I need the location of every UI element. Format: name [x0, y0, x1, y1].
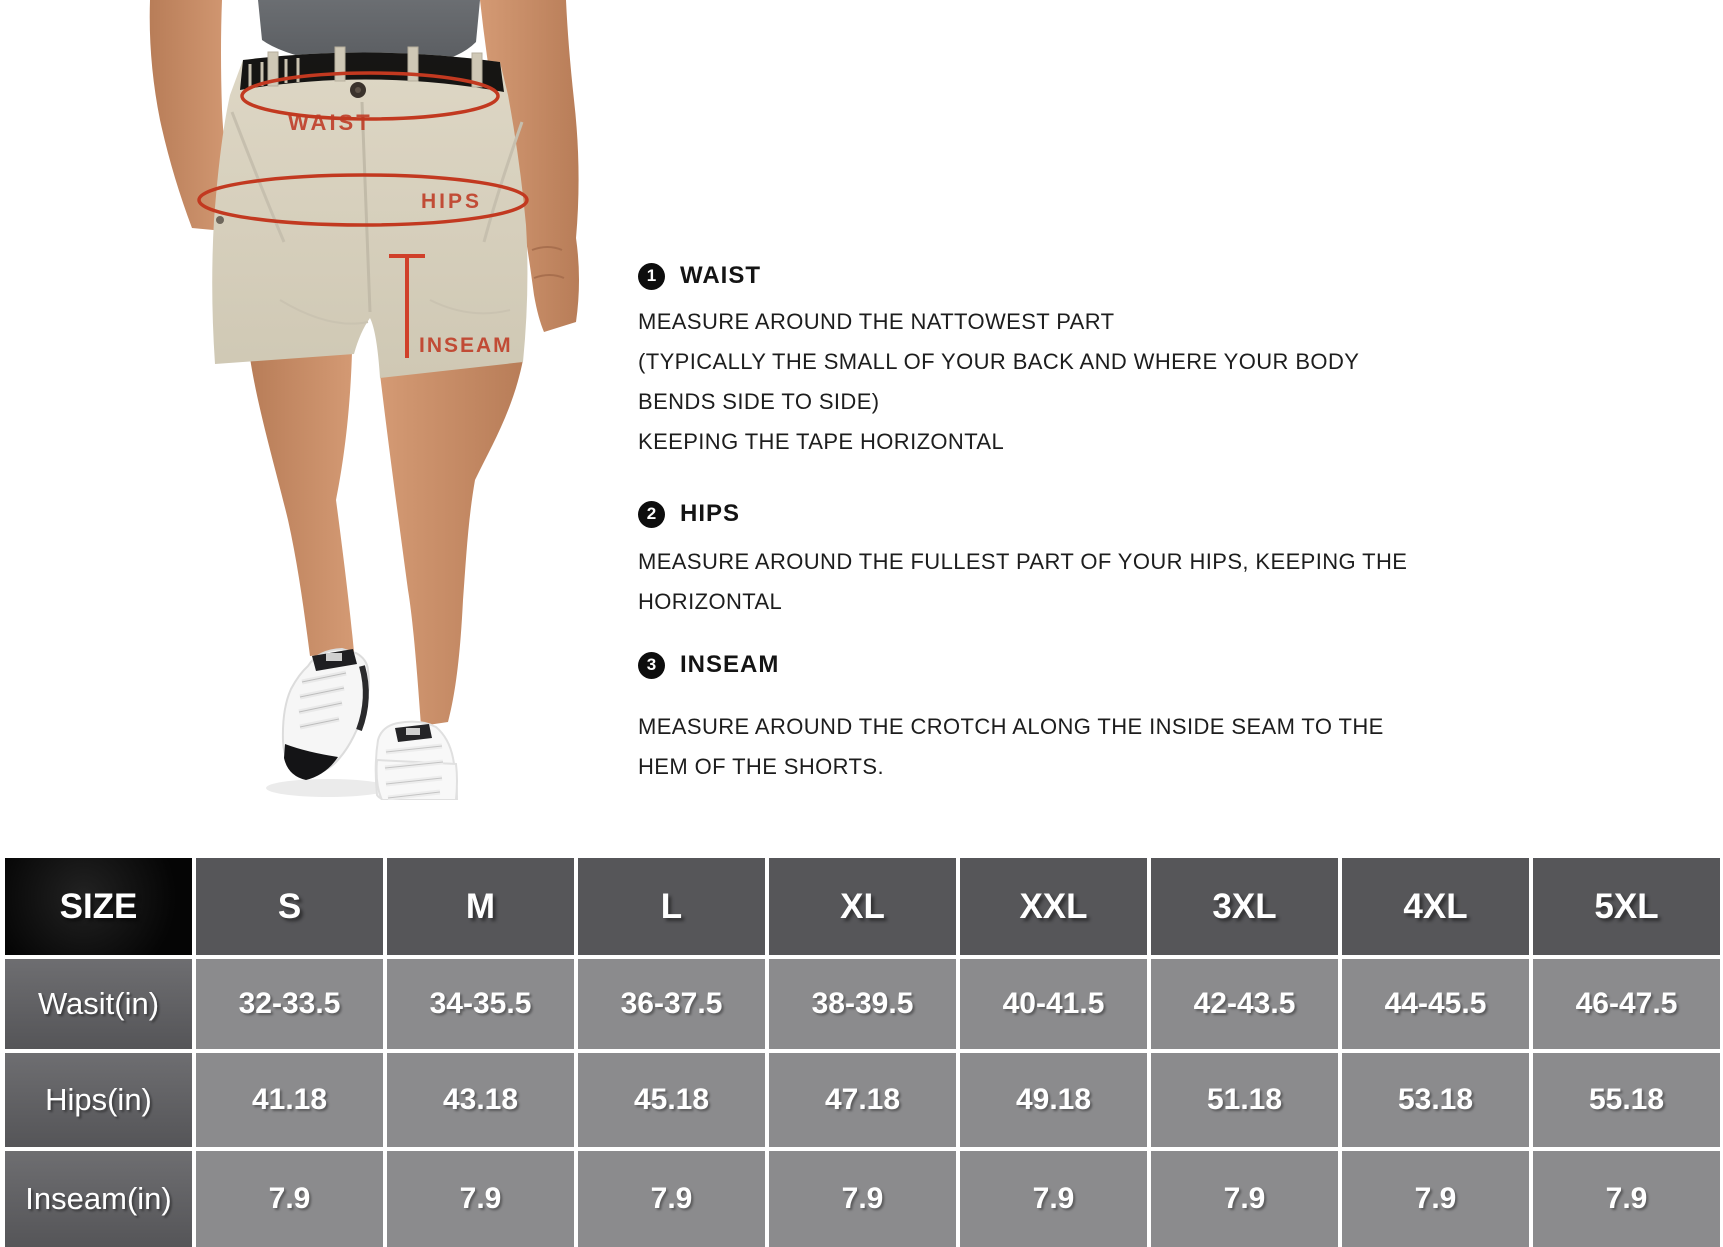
- instruction-line: MEASURE AROUND THE NATTOWEST PART: [638, 309, 1115, 334]
- bullet-number-3: 3: [638, 652, 665, 679]
- size-value-cell: 55.18: [1533, 1053, 1720, 1147]
- size-column-header: S: [196, 858, 383, 955]
- instruction-line: HORIZONTAL: [638, 589, 783, 614]
- right-shoe: [376, 722, 457, 800]
- size-value-cell: 44-45.5: [1342, 959, 1529, 1049]
- size-value-cell: 51.18: [1151, 1053, 1338, 1147]
- row-label-cell: Wasit(in): [5, 959, 192, 1049]
- size-value-cell: 7.9: [578, 1151, 765, 1247]
- product-photo: [130, 0, 600, 800]
- size-value-cell: 7.9: [196, 1151, 383, 1247]
- size-table-corner-header: SIZE: [5, 858, 192, 955]
- instruction-line: KEEPING THE TAPE HORIZONTAL: [638, 429, 1005, 454]
- left-shoe: [283, 649, 369, 780]
- instruction-title: INSEAM: [680, 651, 780, 678]
- size-column-header: XL: [769, 858, 956, 955]
- size-value-cell: 7.9: [387, 1151, 574, 1247]
- right-leg: [380, 360, 523, 726]
- size-value-cell: 7.9: [960, 1151, 1147, 1247]
- size-value-cell: 7.9: [769, 1151, 956, 1247]
- size-value-cell: 49.18: [960, 1053, 1147, 1147]
- size-column-header: M: [387, 858, 574, 955]
- instruction-line: MEASURE AROUND THE FULLEST PART OF YOUR HIPS, KEEPING THE: [638, 549, 1408, 574]
- size-column-header: XXL: [960, 858, 1147, 955]
- waist-label: WAIST: [288, 110, 373, 135]
- inseam-label: INSEAM: [419, 334, 513, 357]
- size-value-cell: 46-47.5: [1533, 959, 1720, 1049]
- size-value-cell: 53.18: [1342, 1053, 1529, 1147]
- instruction-heading: [638, 500, 1438, 528]
- hips-label: HIPS: [421, 190, 483, 213]
- size-column-header: 5XL: [1533, 858, 1720, 955]
- bullet-number-2: 2: [638, 501, 665, 528]
- size-value-cell: 45.18: [578, 1053, 765, 1147]
- size-column-header: L: [578, 858, 765, 955]
- instruction-line: (TYPICALLY THE SMALL OF YOUR BACK AND WHERE YOUR BODY: [638, 349, 1360, 374]
- instruction-section-waist: [638, 262, 1438, 462]
- size-value-cell: 43.18: [387, 1053, 574, 1147]
- instruction-title: HIPS: [680, 500, 741, 527]
- size-value-cell: 7.9: [1533, 1151, 1720, 1247]
- instruction-lines: [638, 302, 1438, 462]
- left-leg: [250, 352, 354, 656]
- size-value-cell: 34-35.5: [387, 959, 574, 1049]
- instruction-heading: [638, 651, 1438, 679]
- instruction-line: BENDS SIDE TO SIDE): [638, 389, 880, 414]
- instruction-section-inseam: [638, 651, 1438, 787]
- size-column-header: 3XL: [1151, 858, 1338, 955]
- measure-instructions: [638, 262, 1438, 787]
- instruction-lines: [638, 707, 1438, 787]
- instruction-lines: [638, 542, 1438, 622]
- size-value-cell: 42-43.5: [1151, 959, 1338, 1049]
- row-label-cell: Hips(in): [5, 1053, 192, 1147]
- size-value-cell: 38-39.5: [769, 959, 956, 1049]
- size-column-header: 4XL: [1342, 858, 1529, 955]
- size-value-cell: 41.18: [196, 1053, 383, 1147]
- instruction-heading: [638, 262, 1438, 290]
- size-value-cell: 32-33.5: [196, 959, 383, 1049]
- instruction-line: HEM OF THE SHORTS.: [638, 754, 884, 779]
- size-value-cell: 36-37.5: [578, 959, 765, 1049]
- zipper-pull: [216, 216, 224, 224]
- size-value-cell: 7.9: [1151, 1151, 1338, 1247]
- size-chart-table: [5, 858, 1720, 1247]
- instruction-line: MEASURE AROUND THE CROTCH ALONG THE INSIDE SEAM TO THE: [638, 714, 1384, 739]
- size-value-cell: 7.9: [1342, 1151, 1529, 1247]
- bullet-number-1: 1: [638, 263, 665, 290]
- instruction-section-hips: [638, 500, 1438, 622]
- shorts: [212, 52, 527, 378]
- model-figure-illustration: [130, 0, 600, 800]
- size-value-cell: 40-41.5: [960, 959, 1147, 1049]
- size-value-cell: 47.18: [769, 1053, 956, 1147]
- row-label-cell: Inseam(in): [5, 1151, 192, 1247]
- instruction-title: WAIST: [680, 262, 761, 289]
